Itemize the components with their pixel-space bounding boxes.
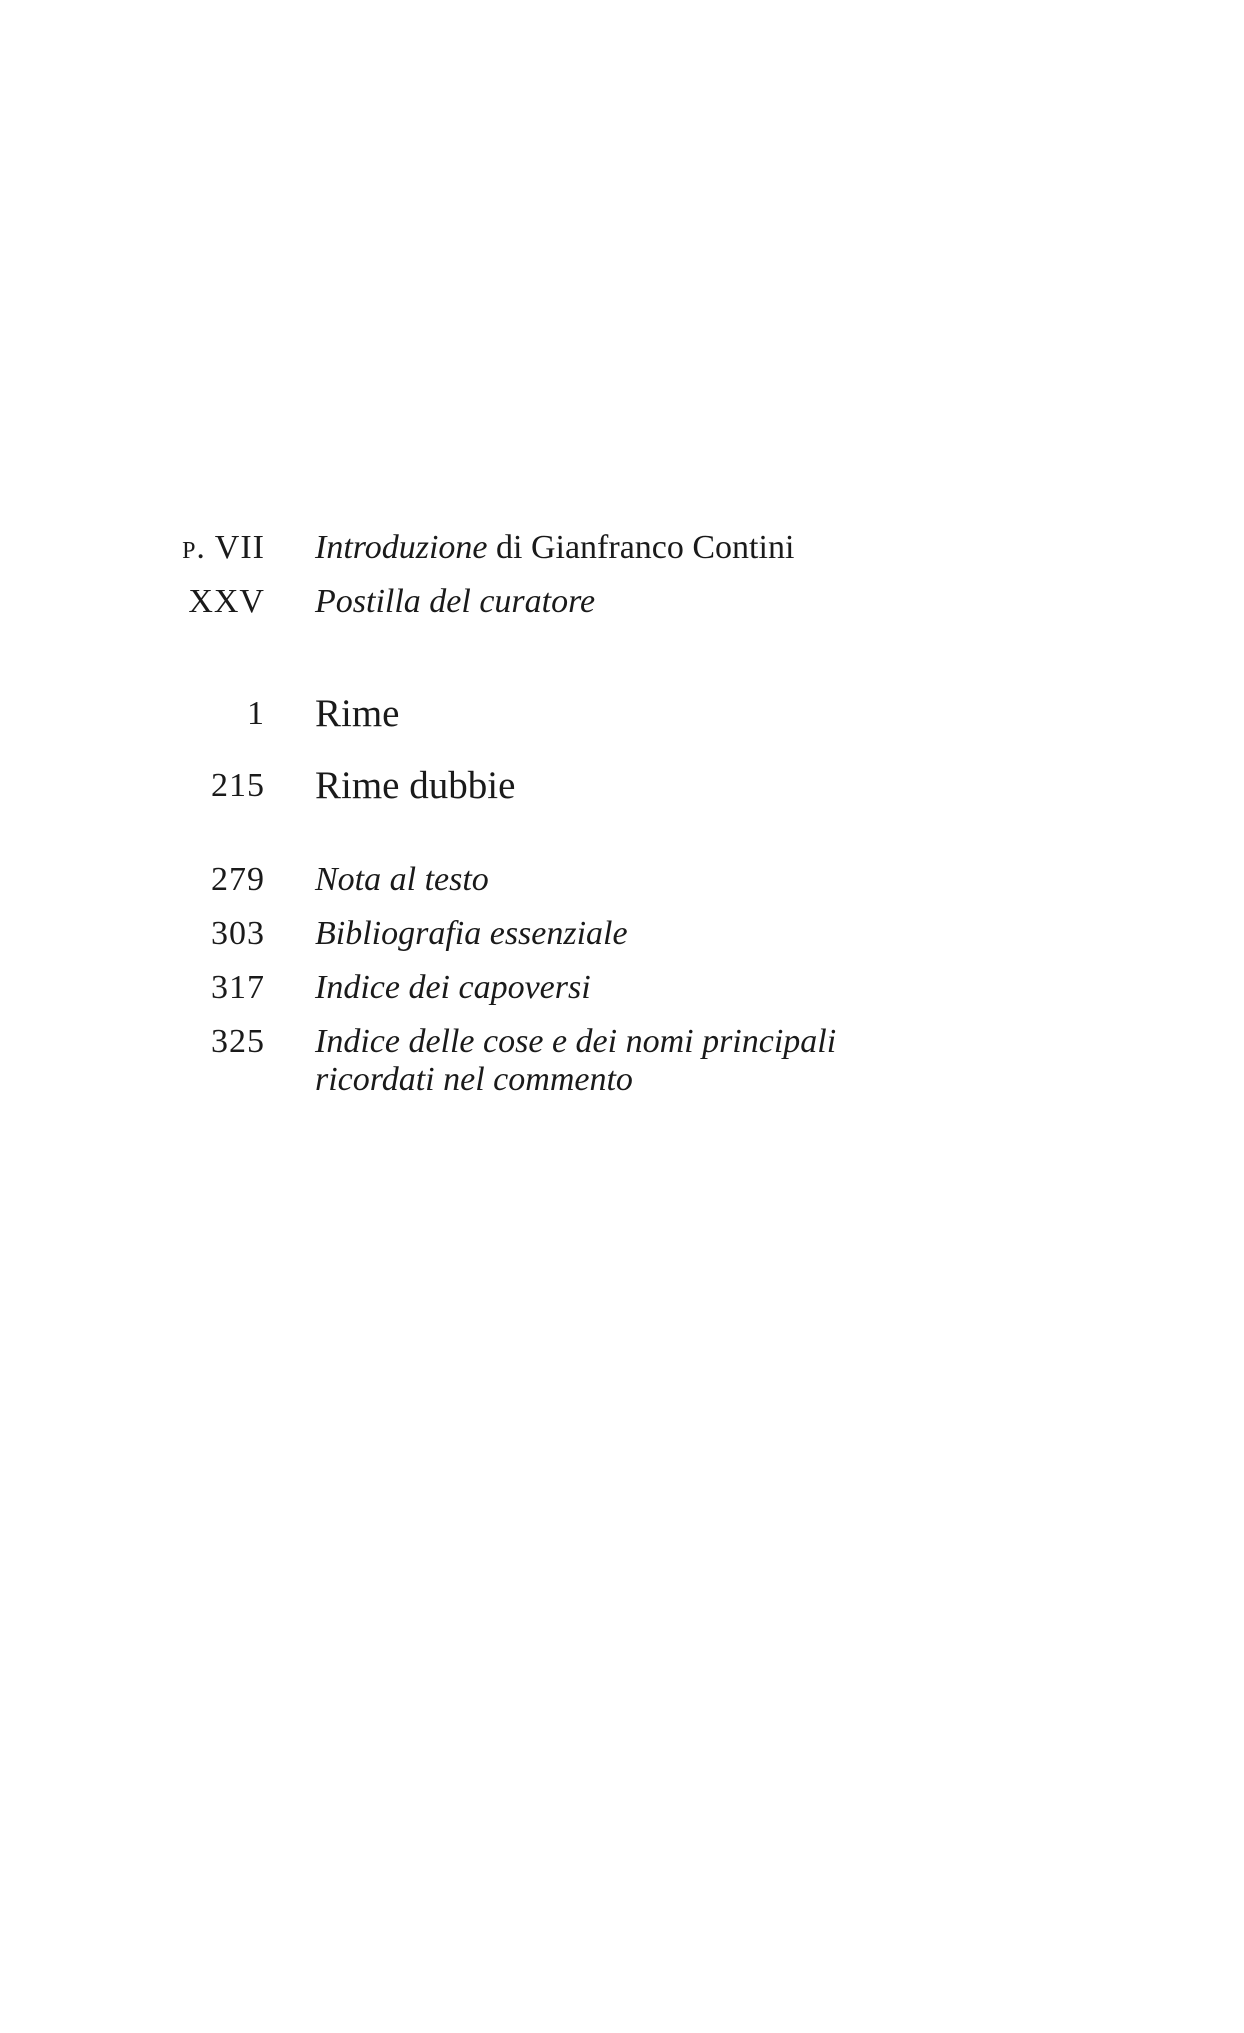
toc-title: Rime dubbie (315, 764, 516, 807)
toc-title: Nota al testo (315, 861, 489, 898)
toc-page-number: 279 (211, 861, 265, 898)
toc-page-number: 215 (211, 767, 265, 804)
toc-title: Rime (315, 692, 400, 735)
toc-title-italic: Introduzione (315, 529, 488, 566)
toc-page-number: p. VII (182, 529, 265, 566)
toc-title: Indice dei capoversi (315, 969, 591, 1006)
toc-title: Postilla del curatore (315, 583, 596, 620)
toc-title (315, 528, 794, 568)
toc-title: Bibliografia essenziale (315, 915, 628, 952)
toc-title-rest: di Gianfranco Contini (487, 529, 795, 566)
toc-title-line-1: Indice delle cose e dei nomi principali (315, 1023, 837, 1060)
toc-page-number: 1 (247, 695, 265, 732)
toc-title-line-2: ricordati nel commento (315, 1061, 633, 1098)
toc-page-number: 325 (211, 1023, 265, 1060)
toc-page-number: 303 (211, 915, 265, 952)
toc-page-number: XXV (188, 583, 265, 620)
toc-page-number: 317 (211, 969, 265, 1006)
